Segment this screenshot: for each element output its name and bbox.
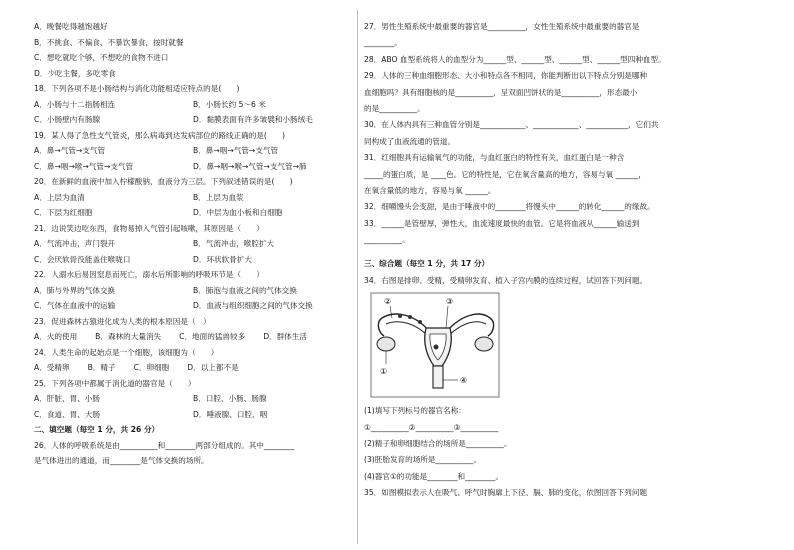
label-2: ②: [384, 297, 392, 307]
q18-option-d: D．黏膜表面有许多皱襞和小肠绒毛: [193, 115, 313, 124]
q26-line-1: 26．人体的呼吸系统是由__________和________两部分组成的。其中________: [34, 440, 295, 450]
q24-option-d: D．以上都不是: [187, 363, 239, 372]
q21-option-d: D．环状软骨扩大: [193, 254, 253, 264]
q31-line-1: 31．红细胞具有运输氧气的功能，与血红蛋白的特性有关，血红蛋白是一种含: [364, 153, 625, 163]
q17-option-c: C．想吃就吃个够，不想吃的食物不进口: [34, 53, 169, 62]
q33-line-2: __________。: [364, 235, 410, 245]
vagina: [433, 366, 443, 388]
q22-option-d: D．血液与组织细胞之间的气体交换: [193, 301, 313, 310]
q24-stem: 24．人类生命的起始点是一个细胞，该细胞为（ ）: [34, 347, 219, 357]
egg-cell-dot: [408, 315, 412, 319]
q23-stem: 23．促进森林古猿进化成为人类的根本原因是（ ）: [34, 316, 211, 326]
female-reproductive-diagram: [370, 292, 500, 398]
egg-cell-dot: [398, 314, 402, 318]
left-fallopian-tube: [378, 314, 430, 336]
q17-option-b: B．不挑食、不偏食、不暴饮暴食，按时就餐: [34, 37, 184, 47]
q20-option-c: C．下层为红细胞: [34, 208, 93, 217]
q17-option-a: A．晚餐吃得越饱越好: [34, 22, 108, 31]
q34-stem: 34．右图是排卵、受精、受精卵发育、植入子宫内膜的连续过程，试回答下列问题。: [364, 275, 648, 285]
q26-line-2: 是气体进出的通道，而________是气体交换的场所。: [34, 456, 209, 465]
q25-option-a: A．肝脏、胃、小肠: [34, 394, 100, 403]
q33-line-1: 33．______是管壁厚，弹性大，血流速度最快的血管。它是将血液从______输送到: [364, 218, 640, 228]
q18-options-row: [34, 100, 352, 109]
q20-option-b: B．上层为血浆: [193, 192, 244, 202]
q34-part-4: (4)器官①的功能是________和________。: [364, 471, 504, 481]
q21-options-row: [34, 239, 352, 248]
q25-stem: 25．下列各项中都属于消化道的器官是（ ）: [34, 378, 196, 388]
uterus-diagram-svg: [370, 292, 500, 398]
q21-option-c: C．会厌软骨没能盖住喉咙口: [34, 254, 131, 264]
q22-options-row: [34, 286, 352, 295]
label-1: ①: [380, 367, 388, 377]
q19-options-row: [34, 146, 352, 155]
q17-option-d: D．少吃主餐，多吃零食: [34, 68, 116, 78]
q18-option-b: B．小肠长约 5～6 米: [193, 99, 266, 109]
q19-options-row: [34, 162, 352, 171]
q22-stem: 22．人溺水后易因窒息而死亡，溺水后所影响的呼吸环节是（ ）: [34, 270, 264, 279]
q21-options-row: [34, 255, 352, 264]
egg-cell-dot: [418, 320, 422, 324]
right-ovary: [475, 337, 493, 351]
q23-option-b: B．森林的大量消失: [95, 332, 162, 341]
q23-options-row: [34, 332, 352, 341]
q34-part-2: (2)精子和卵细胞结合的场所是__________。: [364, 439, 512, 449]
label-4: ④: [460, 376, 468, 386]
right-column: [364, 22, 709, 505]
q22-option-c: C．气体在血液中的运输: [34, 301, 116, 310]
q25-option-c: C．食道、胃、大肠: [34, 409, 101, 419]
q20-option-a: A．上层为血清: [34, 192, 85, 202]
q19-option-c: C．鼻→咽→喉→气管→支气管: [34, 161, 134, 171]
left-ovary: [377, 337, 395, 351]
q18-options-row: [34, 115, 352, 124]
q24-option-a: A．受精卵: [34, 363, 70, 372]
q21-stem: 21．边说笑边吃东西，食物易掉入气管引起咳嗽，其原因是（ ）: [34, 223, 264, 233]
q24-options-row: [34, 363, 352, 372]
right-tube-inner: [446, 322, 486, 338]
q20-option-d: D．中层为血小板和白细胞: [193, 208, 283, 217]
q22-options-row: [34, 301, 352, 310]
q19-option-a: A．鼻→气管→支气管: [34, 146, 106, 155]
q29-line-2: 血细胞吗？具有细胞核的是__________，呈双面凹饼状的是__________，形态最小: [364, 87, 638, 97]
q21-option-a: A．气流冲击，声门裂开: [34, 239, 116, 248]
q27-line-2: ________。: [364, 38, 402, 48]
q29-line-3: 的是__________。: [364, 103, 425, 113]
right-fallopian-tube: [446, 314, 494, 336]
column-divider: [357, 10, 358, 544]
label-3: ③: [446, 297, 454, 307]
q24-option-b: B．精子: [87, 363, 116, 372]
q31-line-3: 在氧含量低的地方，容易与氧 ______。: [364, 185, 496, 195]
section-3-heading: 三、综合题（每空 1 分，共 17 分）: [364, 259, 490, 269]
q18-option-a: A．小肠与十二指肠相连: [34, 99, 116, 109]
q19-option-d: D．鼻→咽→喉→气管→支气管→肺: [193, 161, 307, 171]
q29-line-1: 29．人体的三种血细胞形态、大小和特点各不相同，你能判断出以下特点分别是哪种: [364, 71, 648, 81]
section-2-heading: 二、填空题（每空 1 分，共 26 分）: [34, 425, 160, 434]
q19-stem: 19．某人得了急性支气管炎，那么病毒到达发病部位的路线正确的是( ): [34, 130, 285, 140]
q18-option-c: C．小肠壁内有肠腺: [34, 115, 101, 124]
q21-option-b: B．气流冲击，喉腔扩大: [193, 239, 275, 248]
label-line-3: [446, 306, 448, 328]
left-tube-inner: [386, 322, 430, 338]
q20-options-row: [34, 208, 352, 217]
q28-line: 28．ABO 血型系统将人的血型分为______型、______型、______型、______型四种血型。: [364, 54, 666, 64]
q22-option-b: B．肺泡与血液之间的气体交换: [193, 285, 297, 295]
q18-stem: 18．下列各项不是小肠结构与消化功能相适应特点的是( ): [34, 84, 240, 93]
q30-line-2: 同构成了血液流通的管道。: [364, 136, 456, 146]
q30-line-1: 30．在人体内具有三种血管分别是____________、____________、___________，它们共: [364, 120, 659, 130]
q20-stem: 20．在新鲜的血液中加入柠檬酸钠，血液分为三层。下列叙述错误的是( ): [34, 177, 293, 186]
q22-option-a: A．肺与外界的气体交换: [34, 285, 116, 295]
embryo-dot: [434, 345, 439, 350]
q23-option-a: A．火的使用: [34, 332, 78, 341]
q34-part-1: (1)填写下列标号的器官名称：: [364, 406, 466, 416]
q19-option-b: B．鼻→咽→气管→支气管: [193, 146, 279, 155]
q24-option-c: C．卵细胞: [133, 363, 170, 372]
q20-options-row: [34, 193, 352, 202]
left-column: [34, 22, 352, 472]
q34-part-1-blanks: ①__________②__________③__________: [364, 422, 499, 432]
q27-line-1: 27．男性生殖系统中最重要的器官是__________，女性生殖系统中最重要的器官是: [364, 22, 640, 31]
q23-option-d: D．群体生活: [263, 332, 308, 341]
label-line-2: [390, 306, 392, 318]
q35-stem: 35．如图模拟表示人在吸气、呼气时胸廓上下径、膈、肺的变化，依图回答下列问题: [364, 488, 648, 498]
q34-part-3: (3)胚胎发育的场所是__________。: [364, 455, 482, 465]
q32-line: 32．细嚼馒头会变甜，是由于唾液中的________将馒头中______的转化______的缘故。: [364, 202, 655, 212]
q25-option-d: D．唾液腺、口腔、咽: [193, 409, 268, 419]
q31-line-2: _____的蛋白质，是 ____色。它的特性是，它在氧含量高的地方，容易与氧 ______，: [364, 169, 646, 179]
q25-options-row: [34, 394, 352, 403]
q25-options-row: [34, 410, 352, 419]
q25-option-b: B．口腔、小肠、肠腺: [193, 394, 267, 403]
q23-option-c: C．地面的猛兽较多: [179, 332, 246, 341]
